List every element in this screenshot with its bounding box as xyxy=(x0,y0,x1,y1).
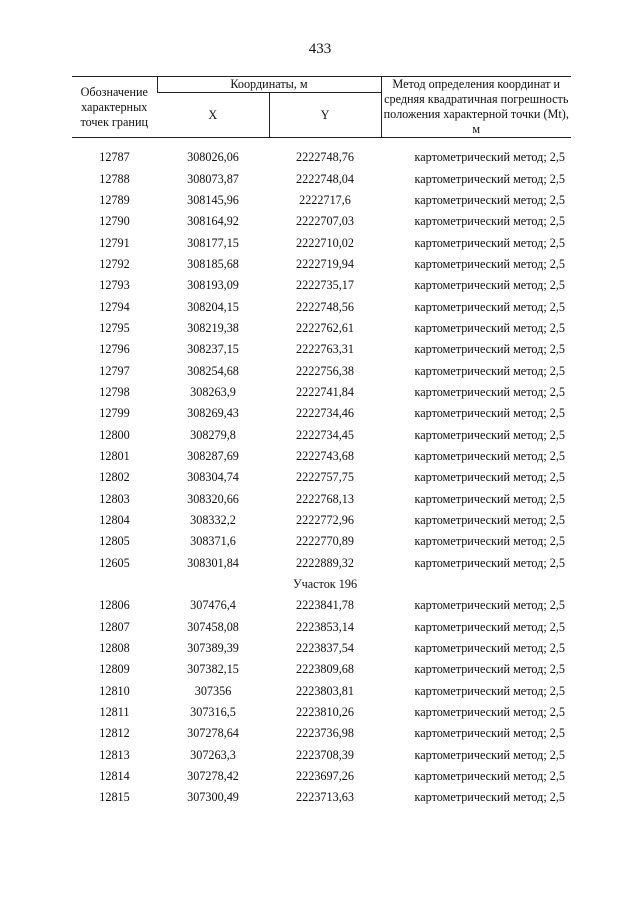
point-id-cell: 12812 xyxy=(99,726,130,741)
header-x: X xyxy=(157,93,269,138)
y-coordinate-cell: 2222748,76 xyxy=(296,150,354,165)
y-coordinate-cell: 2222757,75 xyxy=(296,470,354,485)
y-coordinate-cell: 2223697,26 xyxy=(296,769,354,784)
method-cell: картометрический метод; 2,5 xyxy=(414,363,565,378)
y-coordinate-cell: 2223853,14 xyxy=(296,619,354,634)
table-row xyxy=(72,382,571,403)
method-cell: картометрический метод; 2,5 xyxy=(414,171,565,186)
method-cell: картометрический метод; 2,5 xyxy=(414,705,565,720)
method-cell: картометрический метод; 2,5 xyxy=(414,769,565,784)
point-id-cell: 12798 xyxy=(99,384,130,399)
y-coordinate-cell: 2222707,03 xyxy=(296,214,354,229)
method-cell: картометрический метод; 2,5 xyxy=(414,641,565,656)
method-cell: картометрический метод; 2,5 xyxy=(414,619,565,634)
x-coordinate-cell: 308269,43 xyxy=(187,406,239,421)
method-cell: картометрический метод; 2,5 xyxy=(414,448,565,463)
point-id-cell: 12804 xyxy=(99,513,130,528)
y-coordinate-cell: 2223841,78 xyxy=(296,598,354,613)
y-coordinate-cell: 2222717,6 xyxy=(299,192,351,207)
table-row xyxy=(72,254,571,275)
method-cell: картометрический метод; 2,5 xyxy=(414,278,565,293)
method-cell: картометрический метод; 2,5 xyxy=(414,726,565,741)
y-coordinate-cell: 2222756,38 xyxy=(296,363,354,378)
point-id-cell: 12815 xyxy=(99,790,130,805)
y-coordinate-cell: 2222748,04 xyxy=(296,171,354,186)
point-id-cell: 12793 xyxy=(99,278,130,293)
method-cell: картометрический метод; 2,5 xyxy=(414,235,565,250)
table-row xyxy=(72,403,571,424)
table-row xyxy=(72,617,571,638)
x-coordinate-cell: 308320,66 xyxy=(187,491,239,506)
point-id-cell: 12796 xyxy=(99,342,130,357)
header-y: Y xyxy=(269,93,381,138)
table-row xyxy=(72,766,571,787)
table-row xyxy=(72,424,571,445)
point-id-cell: 12803 xyxy=(99,491,130,506)
x-coordinate-cell: 308287,69 xyxy=(187,448,239,463)
table-row xyxy=(72,360,571,381)
x-coordinate-cell: 308177,15 xyxy=(187,235,239,250)
table-row xyxy=(72,339,571,360)
method-cell: картометрический метод; 2,5 xyxy=(414,790,565,805)
x-coordinate-cell: 308026,06 xyxy=(187,150,239,165)
header-coordinates: Координаты, м xyxy=(157,77,381,93)
point-id-cell: 12799 xyxy=(99,406,130,421)
y-coordinate-cell: 2222770,89 xyxy=(296,534,354,549)
method-cell: картометрический метод; 2,5 xyxy=(414,747,565,762)
x-coordinate-cell: 308204,15 xyxy=(187,299,239,314)
coordinates-table-container xyxy=(72,76,571,809)
table-row xyxy=(72,211,571,232)
section-empty-cell xyxy=(381,574,571,595)
y-coordinate-cell: 2222735,17 xyxy=(296,278,354,293)
x-coordinate-cell: 308263,9 xyxy=(190,384,236,399)
y-coordinate-cell: 2223708,39 xyxy=(296,747,354,762)
method-cell: картометрический метод; 2,5 xyxy=(414,427,565,442)
coordinates-table xyxy=(72,76,571,809)
y-coordinate-cell: 2223736,98 xyxy=(296,726,354,741)
y-coordinate-cell: 2222748,56 xyxy=(296,299,354,314)
section-row xyxy=(72,574,571,595)
x-coordinate-cell: 307300,49 xyxy=(187,790,239,805)
x-coordinate-cell: 307476,4 xyxy=(190,598,236,613)
x-coordinate-cell: 308304,74 xyxy=(187,470,239,485)
method-cell: картометрический метод; 2,5 xyxy=(414,406,565,421)
y-coordinate-cell: 2222768,13 xyxy=(296,491,354,506)
point-id-cell: 12805 xyxy=(99,534,130,549)
point-id-cell: 12791 xyxy=(99,235,130,250)
table-row xyxy=(72,638,571,659)
x-coordinate-cell: 307389,39 xyxy=(187,641,239,656)
method-cell: картометрический метод; 2,5 xyxy=(414,555,565,570)
table-row xyxy=(72,659,571,680)
x-coordinate-cell: 307278,42 xyxy=(187,769,239,784)
method-cell: картометрический метод; 2,5 xyxy=(414,534,565,549)
page-number: 433 xyxy=(308,41,332,57)
y-coordinate-cell: 2222734,45 xyxy=(296,427,354,442)
header-designation: Обозначение характерных точек границ xyxy=(72,77,157,138)
point-id-cell: 12807 xyxy=(99,619,130,634)
y-coordinate-cell: 2222772,96 xyxy=(296,513,354,528)
x-coordinate-cell: 308254,68 xyxy=(187,363,239,378)
table-row xyxy=(72,531,571,552)
point-id-cell: 12802 xyxy=(99,470,130,485)
table-row xyxy=(72,510,571,531)
x-coordinate-cell: 307263,3 xyxy=(190,747,236,762)
x-coordinate-cell: 308073,87 xyxy=(187,171,239,186)
table-row xyxy=(72,702,571,723)
section-empty-cell xyxy=(157,574,269,595)
spacer-row xyxy=(72,138,571,148)
section-empty-cell xyxy=(72,574,157,595)
y-coordinate-cell: 2222719,94 xyxy=(296,256,354,271)
method-cell: картометрический метод; 2,5 xyxy=(414,683,565,698)
y-coordinate-cell: 2222763,31 xyxy=(296,342,354,357)
method-cell: картометрический метод; 2,5 xyxy=(414,192,565,207)
x-coordinate-cell: 307382,15 xyxy=(187,662,239,677)
method-cell: картометрический метод; 2,5 xyxy=(414,513,565,528)
point-id-cell: 12810 xyxy=(99,683,130,698)
table-row xyxy=(72,467,571,488)
y-coordinate-cell: 2222741,84 xyxy=(296,384,354,399)
method-cell: картометрический метод; 2,5 xyxy=(414,470,565,485)
point-id-cell: 12800 xyxy=(99,427,130,442)
x-coordinate-cell: 308301,84 xyxy=(187,555,239,570)
method-cell: картометрический метод; 2,5 xyxy=(414,491,565,506)
point-id-cell: 12790 xyxy=(99,214,130,229)
point-id-cell: 12605 xyxy=(99,555,130,570)
x-coordinate-cell: 307356 xyxy=(194,683,232,698)
x-coordinate-cell: 308219,38 xyxy=(187,320,239,335)
y-coordinate-cell: 2222710,02 xyxy=(296,235,354,250)
table-row xyxy=(72,553,571,574)
x-coordinate-cell: 307316,5 xyxy=(190,705,236,720)
x-coordinate-cell: 308279,8 xyxy=(190,427,236,442)
point-id-cell: 12814 xyxy=(99,769,130,784)
y-coordinate-cell: 2223837,54 xyxy=(296,641,354,656)
point-id-cell: 12788 xyxy=(99,171,130,186)
point-id-cell: 12795 xyxy=(99,320,130,335)
table-row xyxy=(72,595,571,616)
x-coordinate-cell: 308193,09 xyxy=(187,278,239,293)
y-coordinate-cell: 2223713,63 xyxy=(296,790,354,805)
y-coordinate-cell: 2222743,68 xyxy=(296,448,354,463)
method-cell: картометрический метод; 2,5 xyxy=(414,256,565,271)
table-row xyxy=(72,275,571,296)
header-method: Метод определения координат и средняя квадратичная погрешность положения характерной точки (Mt), м xyxy=(381,77,571,138)
table-row xyxy=(72,168,571,189)
method-cell: картометрический метод; 2,5 xyxy=(414,214,565,229)
y-coordinate-cell: 2223809,68 xyxy=(296,662,354,677)
point-id-cell: 12811 xyxy=(99,705,130,720)
section-title: Участок 196 xyxy=(292,577,358,592)
point-id-cell: 12808 xyxy=(99,641,130,656)
x-coordinate-cell: 308164,92 xyxy=(187,214,239,229)
table-row xyxy=(72,232,571,253)
x-coordinate-cell: 308185,68 xyxy=(187,256,239,271)
table-row xyxy=(72,681,571,702)
point-id-cell: 12806 xyxy=(99,598,130,613)
table-row xyxy=(72,318,571,339)
y-coordinate-cell: 2222762,61 xyxy=(296,320,354,335)
x-coordinate-cell: 307458,08 xyxy=(187,619,239,634)
method-cell: картометрический метод; 2,5 xyxy=(414,299,565,314)
y-coordinate-cell: 2223803,81 xyxy=(296,683,354,698)
table-header xyxy=(72,77,571,138)
table-row xyxy=(72,723,571,744)
method-cell: картометрический метод; 2,5 xyxy=(414,150,565,165)
x-coordinate-cell: 308371,6 xyxy=(190,534,236,549)
x-coordinate-cell: 308145,96 xyxy=(187,192,239,207)
table-row xyxy=(72,745,571,766)
x-coordinate-cell: 307278,64 xyxy=(187,726,239,741)
point-id-cell: 12794 xyxy=(99,299,130,314)
x-coordinate-cell: 308332,2 xyxy=(190,513,236,528)
table-row xyxy=(72,147,571,168)
table-row xyxy=(72,489,571,510)
method-cell: картометрический метод; 2,5 xyxy=(414,320,565,335)
point-id-cell: 12792 xyxy=(99,256,130,271)
table-body xyxy=(72,138,571,809)
method-cell: картометрический метод; 2,5 xyxy=(414,342,565,357)
y-coordinate-cell: 2223810,26 xyxy=(296,705,354,720)
point-id-cell: 12797 xyxy=(99,363,130,378)
x-coordinate-cell: 308237,15 xyxy=(187,342,239,357)
spacer-cell xyxy=(72,138,571,148)
table-row xyxy=(72,190,571,211)
point-id-cell: 12801 xyxy=(99,448,130,463)
method-cell: картометрический метод; 2,5 xyxy=(414,384,565,399)
table-row xyxy=(72,446,571,467)
y-coordinate-cell: 2222734,46 xyxy=(296,406,354,421)
point-id-cell: 12809 xyxy=(99,662,130,677)
y-coordinate-cell: 2222889,32 xyxy=(296,555,354,570)
point-id-cell: 12787 xyxy=(99,150,130,165)
point-id-cell: 12789 xyxy=(99,192,130,207)
method-cell: картометрический метод; 2,5 xyxy=(414,662,565,677)
method-cell: картометрический метод; 2,5 xyxy=(414,598,565,613)
point-id-cell: 12813 xyxy=(99,747,130,762)
table-row xyxy=(72,787,571,808)
table-row xyxy=(72,296,571,317)
